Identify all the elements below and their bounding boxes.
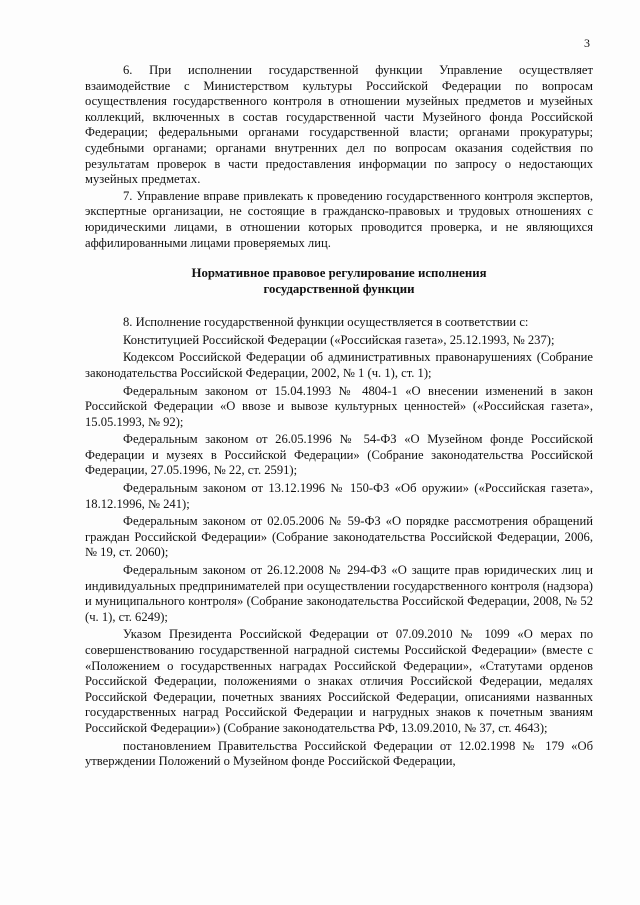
paragraph-7: 7. Управление вправе привлекать к проведению государственного контроля экспертов, экспертные организации, не состоящие в гражданско-правовых и трудовых отношениях с юридическими лицами, в отношении которых проводится проверка, и не являющихся аффилированными лицами проверяемых лиц. — [85, 188, 593, 250]
law-item: Федеральным законом от 02.05.2006 № 59-ФЗ «О порядке рассмотрения обращений граждан Российской Федерации» (Собрание законодательства Российской Федерации, 2006, № 19, ст. 2060); — [85, 514, 593, 560]
section-heading-line-1: Нормативное правовое регулирование исполнения — [191, 266, 487, 281]
law-item: Федеральным законом от 26.05.1996 № 54-ФЗ «О Музейном фонде Российской Федерации и музеях в Российской Федерации» (Собрание законодательства Российской Федерации, 27.05.1996, № 22, ст. 2591); — [85, 432, 593, 478]
law-item: Федеральным законом от 13.12.1996 № 150-ФЗ «Об оружии» («Российская газета», 18.12.1996, № 241); — [85, 481, 593, 511]
law-item: Конституцией Российской Федерации («Российская газета», 25.12.1993, № 237); — [123, 332, 555, 347]
section-heading-line-2: государственной функции — [263, 282, 415, 297]
section-heading — [85, 265, 593, 297]
law-item: Федеральным законом от 15.04.1993 № 4804-1 «О внесении изменений в закон Российской Федерации «О ввозе и вывозе культурных ценностей» («Российская газета», 15.05.1993, № 92); — [85, 383, 593, 429]
paragraph-6: 6. При исполнении государственной функции Управление осуществляет взаимодействие с Министерством культуры Российской Федерации по вопросам осуществления государственного контроля в отношении музейных предметов и музейных коллекций, включенных в состав государственной части Музейного фонда Российской Федерации; федеральными органами государственной власти; органами прокуратуры; судебными органами; органами внутренних дел по вопросам оказания содействия по результатам проверок в части предоставления информации по запросу о недостающих музейных предметах. — [85, 63, 593, 187]
page-number: 3 — [584, 36, 590, 50]
law-item: Федеральным законом от 26.12.2008 № 294-ФЗ «О защите прав юридических лиц и индивидуальных предпринимателей при осуществлении государственного контроля (надзора) и муниципального контроля» (Собрание законодательства Российской Федерации, 2008, № 52 (ч. 1), ст. 6249); — [85, 563, 593, 624]
paragraph-8: 8. Исполнение государственной функции осуществляется в соответствии с: — [123, 315, 529, 330]
law-item: постановлением Правительства Российской Федерации от 12.02.1998 № 179 «Об утверждении Положений о Музейном фонде Российской Федерации, — [85, 738, 593, 769]
document-body — [85, 62, 593, 770]
law-item: Указом Президента Российской Федерации от 07.09.2010 № 1099 «О мерах по совершенствованию государственной наградной системы Российской Федерации» (вместе с «Положением о государственных наградах Российской Федерации», «Статутами орденов Российской Федерации, положениями о знаках отличия Российской Федерации, медалях Российской Федерации, почетных званиях Российской Федерации, описаниями названных государственных наград Российской Федерации и нагрудных знаков к почетным званиям Российской Федерации») (Собрание законодательства РФ, 13.09.2010, № 37, ст. 4643); — [85, 627, 593, 735]
law-item: Кодексом Российской Федерации об административных правонарушениях (Собрание законодательства Российской Федерации, 2002, № 1 (ч. 1), ст. 1); — [85, 350, 593, 380]
